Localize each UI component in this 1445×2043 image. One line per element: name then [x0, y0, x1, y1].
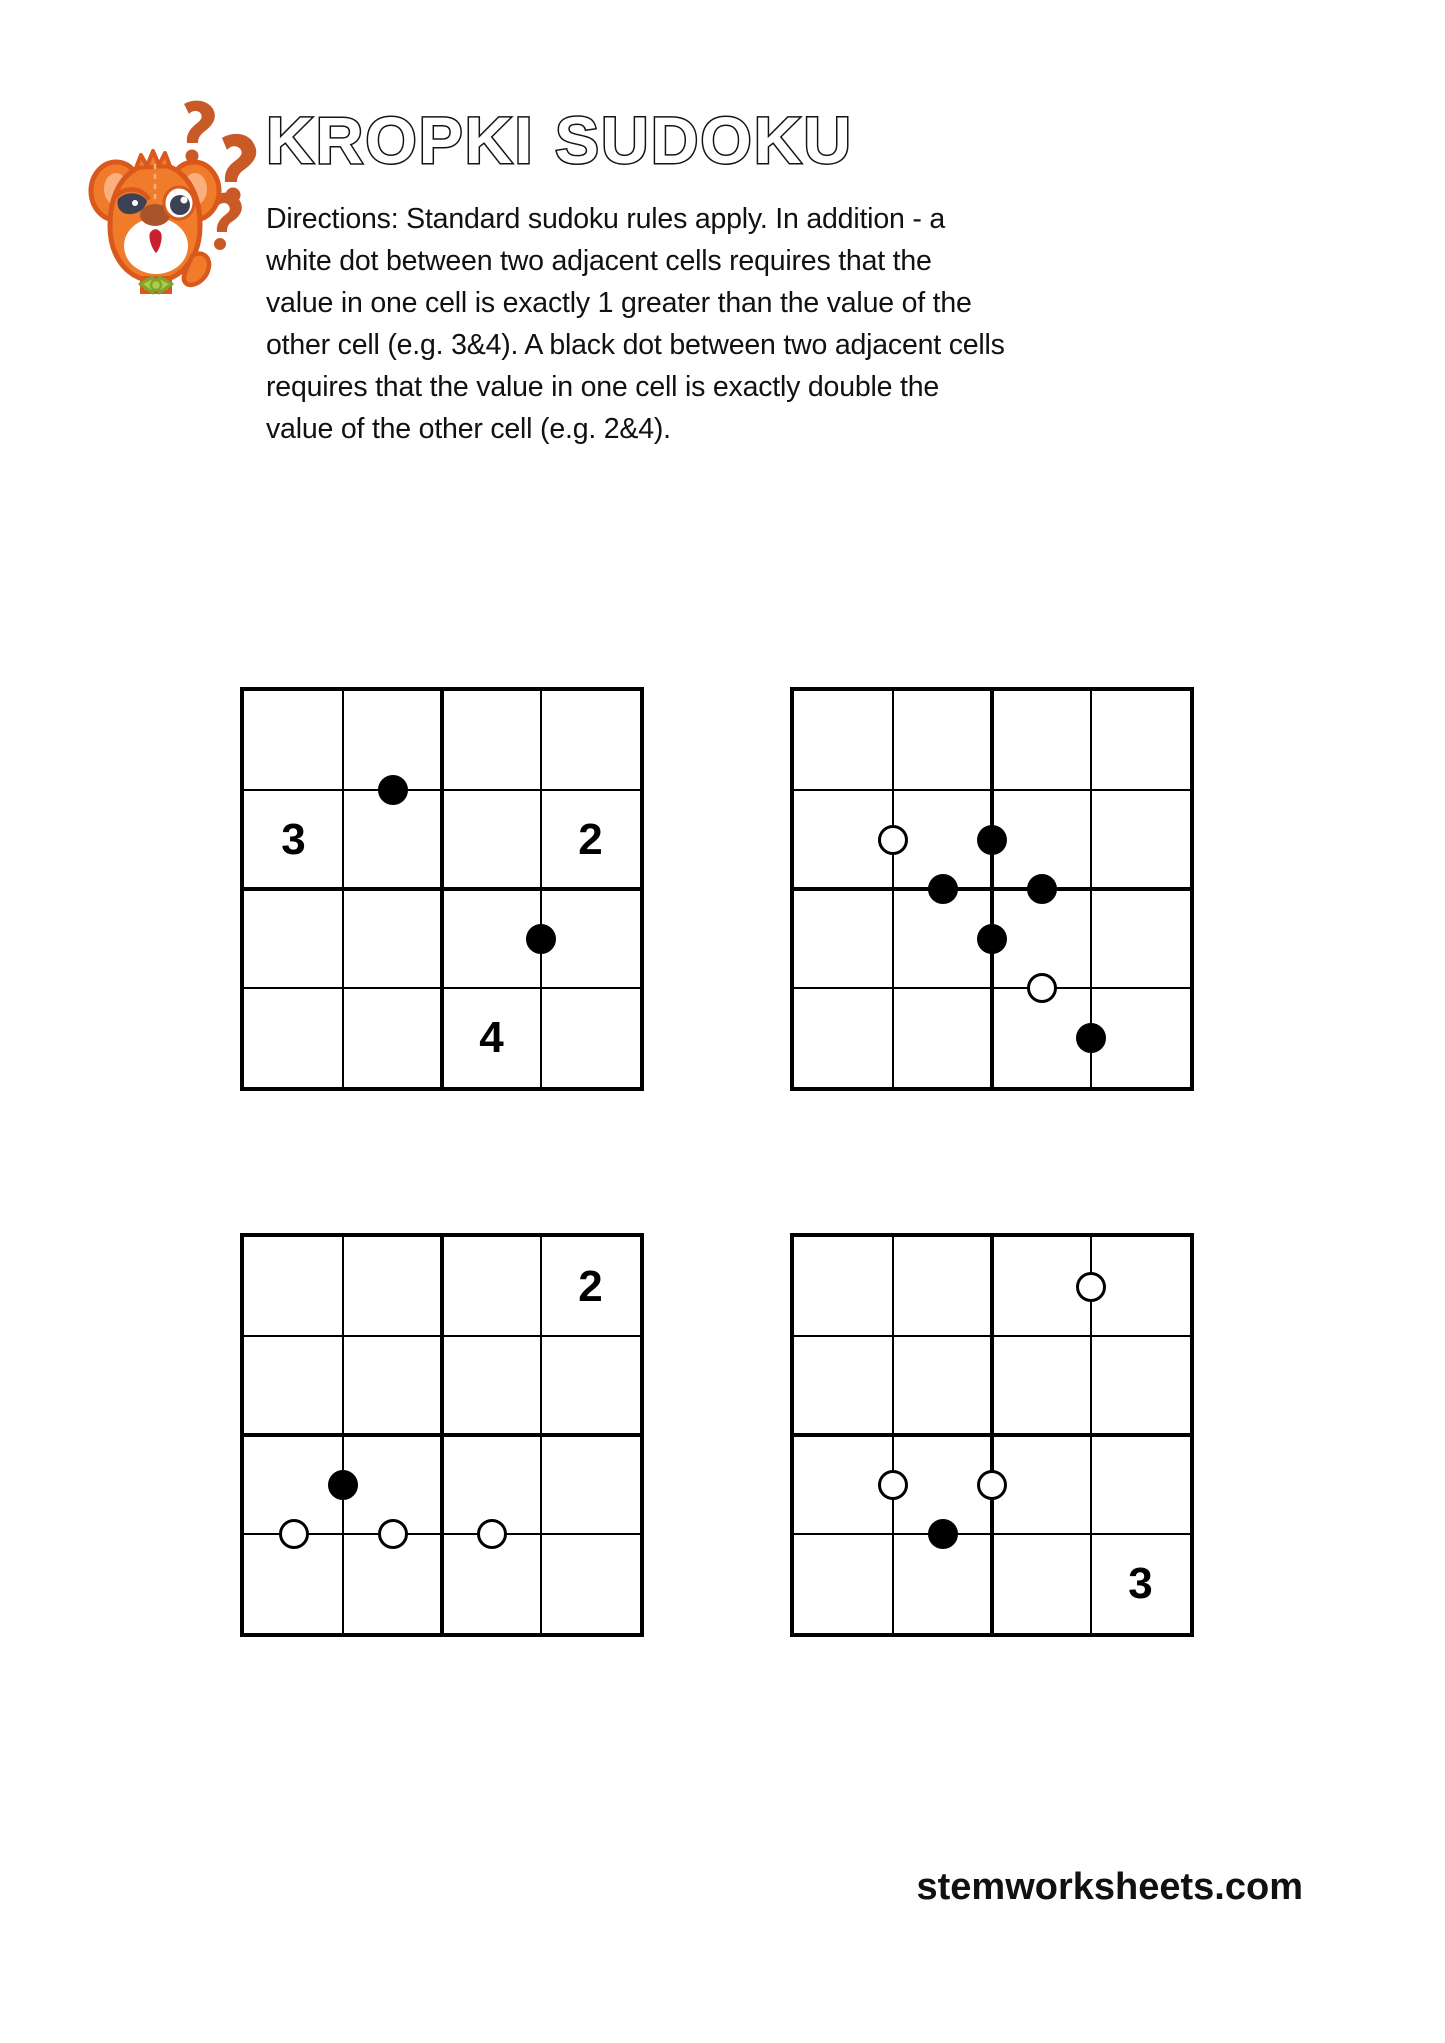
- directions-text: Directions: Standard sudoku rules apply. In addition - a white dot between two adjacent cells requires that the value in one cell is exactly 1 greater than the value of the other cell (e.g. 3&4). A black dot between two adjacent cells requires that the value in one cell is exactly double the value of the other cell (e.g. 2&4).: [266, 203, 1005, 445]
- sudoku-cell[interactable]: [992, 691, 1091, 790]
- sudoku-cell[interactable]: [794, 889, 893, 988]
- sudoku-cell[interactable]: [893, 1237, 992, 1336]
- sudoku-cell[interactable]: [244, 1336, 343, 1435]
- sudoku-cell[interactable]: [794, 691, 893, 790]
- sudoku-cell[interactable]: [1091, 1336, 1190, 1435]
- kropki-white-dot: [878, 1470, 908, 1500]
- site-credit: stemworksheets.com: [916, 1866, 1303, 1908]
- sudoku-cell[interactable]: [541, 1435, 640, 1534]
- sudoku-cell[interactable]: [442, 790, 541, 889]
- sudoku-cell[interactable]: [442, 1237, 541, 1336]
- sudoku-cell[interactable]: [1091, 889, 1190, 988]
- sudoku-grid[interactable]: [240, 687, 644, 1091]
- kropki-white-dot: [1027, 973, 1057, 1003]
- sudoku-cell[interactable]: [244, 1237, 343, 1336]
- sudoku-cell[interactable]: [541, 691, 640, 790]
- kropki-black-dot: [928, 1519, 958, 1549]
- sudoku-cell[interactable]: [244, 691, 343, 790]
- sudoku-cell[interactable]: [442, 691, 541, 790]
- kropki-black-dot: [526, 924, 556, 954]
- kropki-black-dot: [977, 924, 1007, 954]
- kropki-black-dot: [378, 775, 408, 805]
- sudoku-cell[interactable]: [541, 1336, 640, 1435]
- sudoku-cell[interactable]: [343, 1237, 442, 1336]
- sudoku-cell[interactable]: [794, 988, 893, 1087]
- clue-number: 2: [578, 815, 603, 864]
- clue-number: 3: [1128, 1559, 1153, 1608]
- sudoku-cell[interactable]: [794, 1237, 893, 1336]
- kropki-black-dot: [1027, 874, 1057, 904]
- kropki-white-dot: [477, 1519, 507, 1549]
- kropki-black-dot: [1076, 1023, 1106, 1053]
- sudoku-cell[interactable]: [343, 1336, 442, 1435]
- kropki-white-dot: [279, 1519, 309, 1549]
- sudoku-grid[interactable]: [240, 1233, 644, 1637]
- sudoku-cell[interactable]: [794, 1534, 893, 1633]
- sudoku-grid[interactable]: [790, 687, 1194, 1091]
- page-title: KROPKI SUDOKU: [266, 103, 854, 177]
- clue-number: 3: [281, 815, 306, 864]
- footer: [0, 1866, 1445, 1909]
- clue-number: 2: [578, 1262, 603, 1311]
- kropki-white-dot: [378, 1519, 408, 1549]
- kropki-black-dot: [977, 825, 1007, 855]
- sudoku-cell[interactable]: [343, 889, 442, 988]
- sudoku-cell[interactable]: [541, 1534, 640, 1633]
- kropki-white-dot: [878, 825, 908, 855]
- sudoku-cell[interactable]: [992, 1534, 1091, 1633]
- sudoku-cell[interactable]: [992, 1336, 1091, 1435]
- kropki-black-dot: [328, 1470, 358, 1500]
- sudoku-cell[interactable]: [442, 1336, 541, 1435]
- clue-number: 4: [479, 1013, 504, 1062]
- kropki-white-dot: [1076, 1272, 1106, 1302]
- sudoku-cell[interactable]: [893, 988, 992, 1087]
- sudoku-cell[interactable]: [244, 988, 343, 1087]
- sudoku-cell[interactable]: [541, 988, 640, 1087]
- sudoku-cell[interactable]: [1091, 691, 1190, 790]
- sudoku-grid[interactable]: [790, 1233, 1194, 1637]
- kropki-white-dot: [977, 1470, 1007, 1500]
- sudoku-cell[interactable]: [1091, 790, 1190, 889]
- sudoku-cell[interactable]: [343, 988, 442, 1087]
- sudoku-cell[interactable]: [893, 691, 992, 790]
- sudoku-cell[interactable]: [893, 1336, 992, 1435]
- sudoku-cell[interactable]: [794, 1336, 893, 1435]
- sudoku-cell[interactable]: [244, 889, 343, 988]
- sudoku-cell[interactable]: [1091, 1435, 1190, 1534]
- kropki-black-dot: [928, 874, 958, 904]
